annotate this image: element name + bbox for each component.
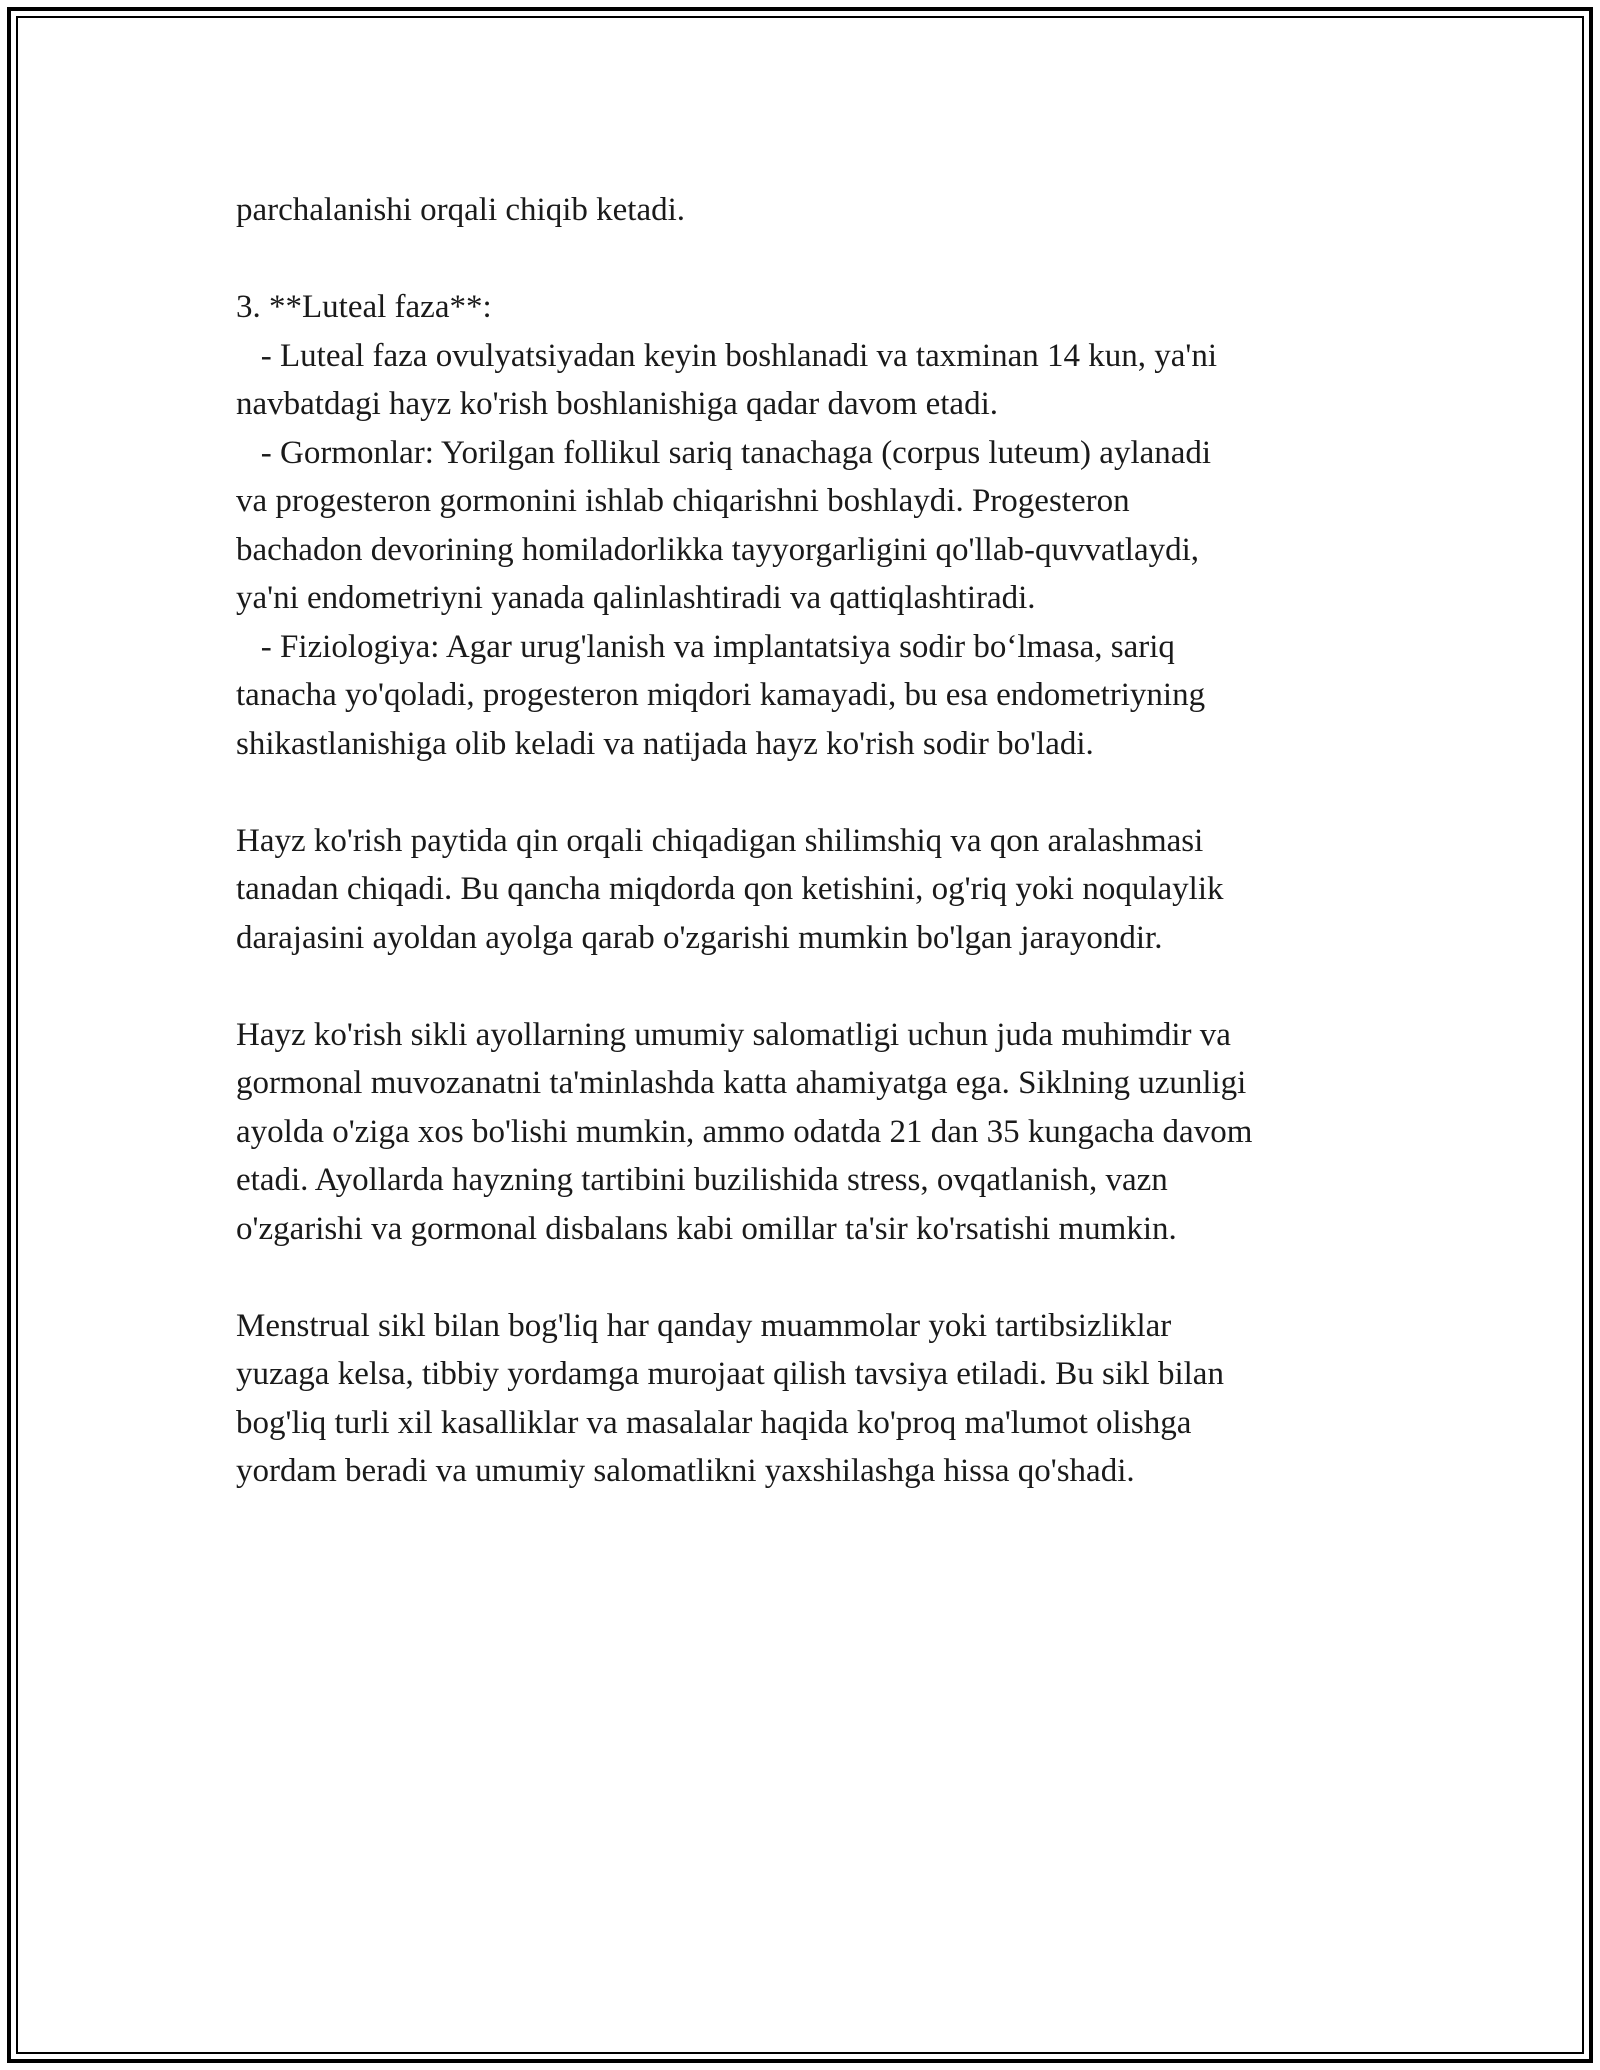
text-line: - Luteal faza ovulyatsiyadan keyin boshlanadi va taxminan 14 kun, ya'ni bbox=[236, 337, 1217, 374]
blank-line bbox=[236, 962, 1396, 1011]
text-line: etadi. Ayollarda hayzning tartibini buzilishida stress, ovqatlanish, vazn bbox=[236, 1162, 1168, 1198]
text-line: bachadon devorining homiladorlikka tayyorgarligini qo'llab-quvvatlaydi, bbox=[236, 531, 1200, 568]
text-line: darajasini ayoldan ayolga qarab o'zgarishi mumkin bo'lgan jarayondir. bbox=[236, 919, 1163, 956]
text-line: tanadan chiqadi. Bu qancha miqdorda qon ketishini, og'riq yoki noqulaylik bbox=[236, 871, 1224, 907]
text-line: shikastlanishiga olib keladi va natijada hayz ko'rish sodir bo'ladi. bbox=[236, 725, 1094, 762]
text-line: - Fiziologiya: Agar urug'lanish va implantatsiya sodir bo‘lmasa, sariq bbox=[236, 628, 1175, 665]
section-heading: 3. **Luteal faza**: bbox=[236, 289, 492, 325]
blank-line bbox=[236, 235, 1396, 284]
text-line: ya'ni endometriyni yanada qalinlashtiradi va qattiqlashtiradi. bbox=[236, 580, 1036, 616]
document-body bbox=[236, 186, 1396, 1496]
text-line: va progesteron gormonini ishlab chiqarishni boshlaydi. Progesteron bbox=[236, 483, 1130, 519]
text-line: Menstrual sikl bilan bog'liq har qanday muammolar yoki tartibsizliklar bbox=[236, 1307, 1172, 1344]
text-line: - Gormonlar: Yorilgan follikul sariq tanachaga (corpus luteum) aylanadi bbox=[236, 434, 1212, 471]
blank-line bbox=[236, 768, 1396, 817]
text-line: ayolda o'ziga xos bo'lishi mumkin, ammo odatda 21 dan 35 kungacha davom bbox=[236, 1113, 1253, 1150]
text-line: tanacha yo'qoladi, progesteron miqdori kamayadi, bu esa endometriyning bbox=[236, 677, 1206, 713]
text-line: bog'liq turli xil kasalliklar va masalalar haqida ko'proq ma'lumot olishga bbox=[236, 1404, 1192, 1441]
text-line: yuzaga kelsa, tibbiy yordamga murojaat qilish tavsiya etiladi. Bu sikl bilan bbox=[236, 1356, 1224, 1392]
text-line: gormonal muvozanatni ta'minlashda katta ahamiyatga ega. Siklning uzunligi bbox=[236, 1065, 1247, 1101]
text-line: Hayz ko'rish paytida qin orqali chiqadigan shilimshiq va qon aralashmasi bbox=[236, 822, 1204, 859]
text-line: navbatdagi hayz ko'rish boshlanishiga qadar davom etadi. bbox=[236, 386, 998, 422]
text-line: o'zgarishi va gormonal disbalans kabi omillar ta'sir ko'rsatishi mumkin. bbox=[236, 1210, 1177, 1247]
text-line: Hayz ko'rish sikli ayollarning umumiy salomatligi uchun juda muhimdir va bbox=[236, 1016, 1231, 1053]
text-line: parchalanishi orqali chiqib ketadi. bbox=[236, 192, 686, 228]
text-line: yordam beradi va umumiy salomatlikni yaxshilashga hissa qo'shadi. bbox=[236, 1453, 1135, 1489]
blank-line bbox=[236, 1253, 1396, 1302]
